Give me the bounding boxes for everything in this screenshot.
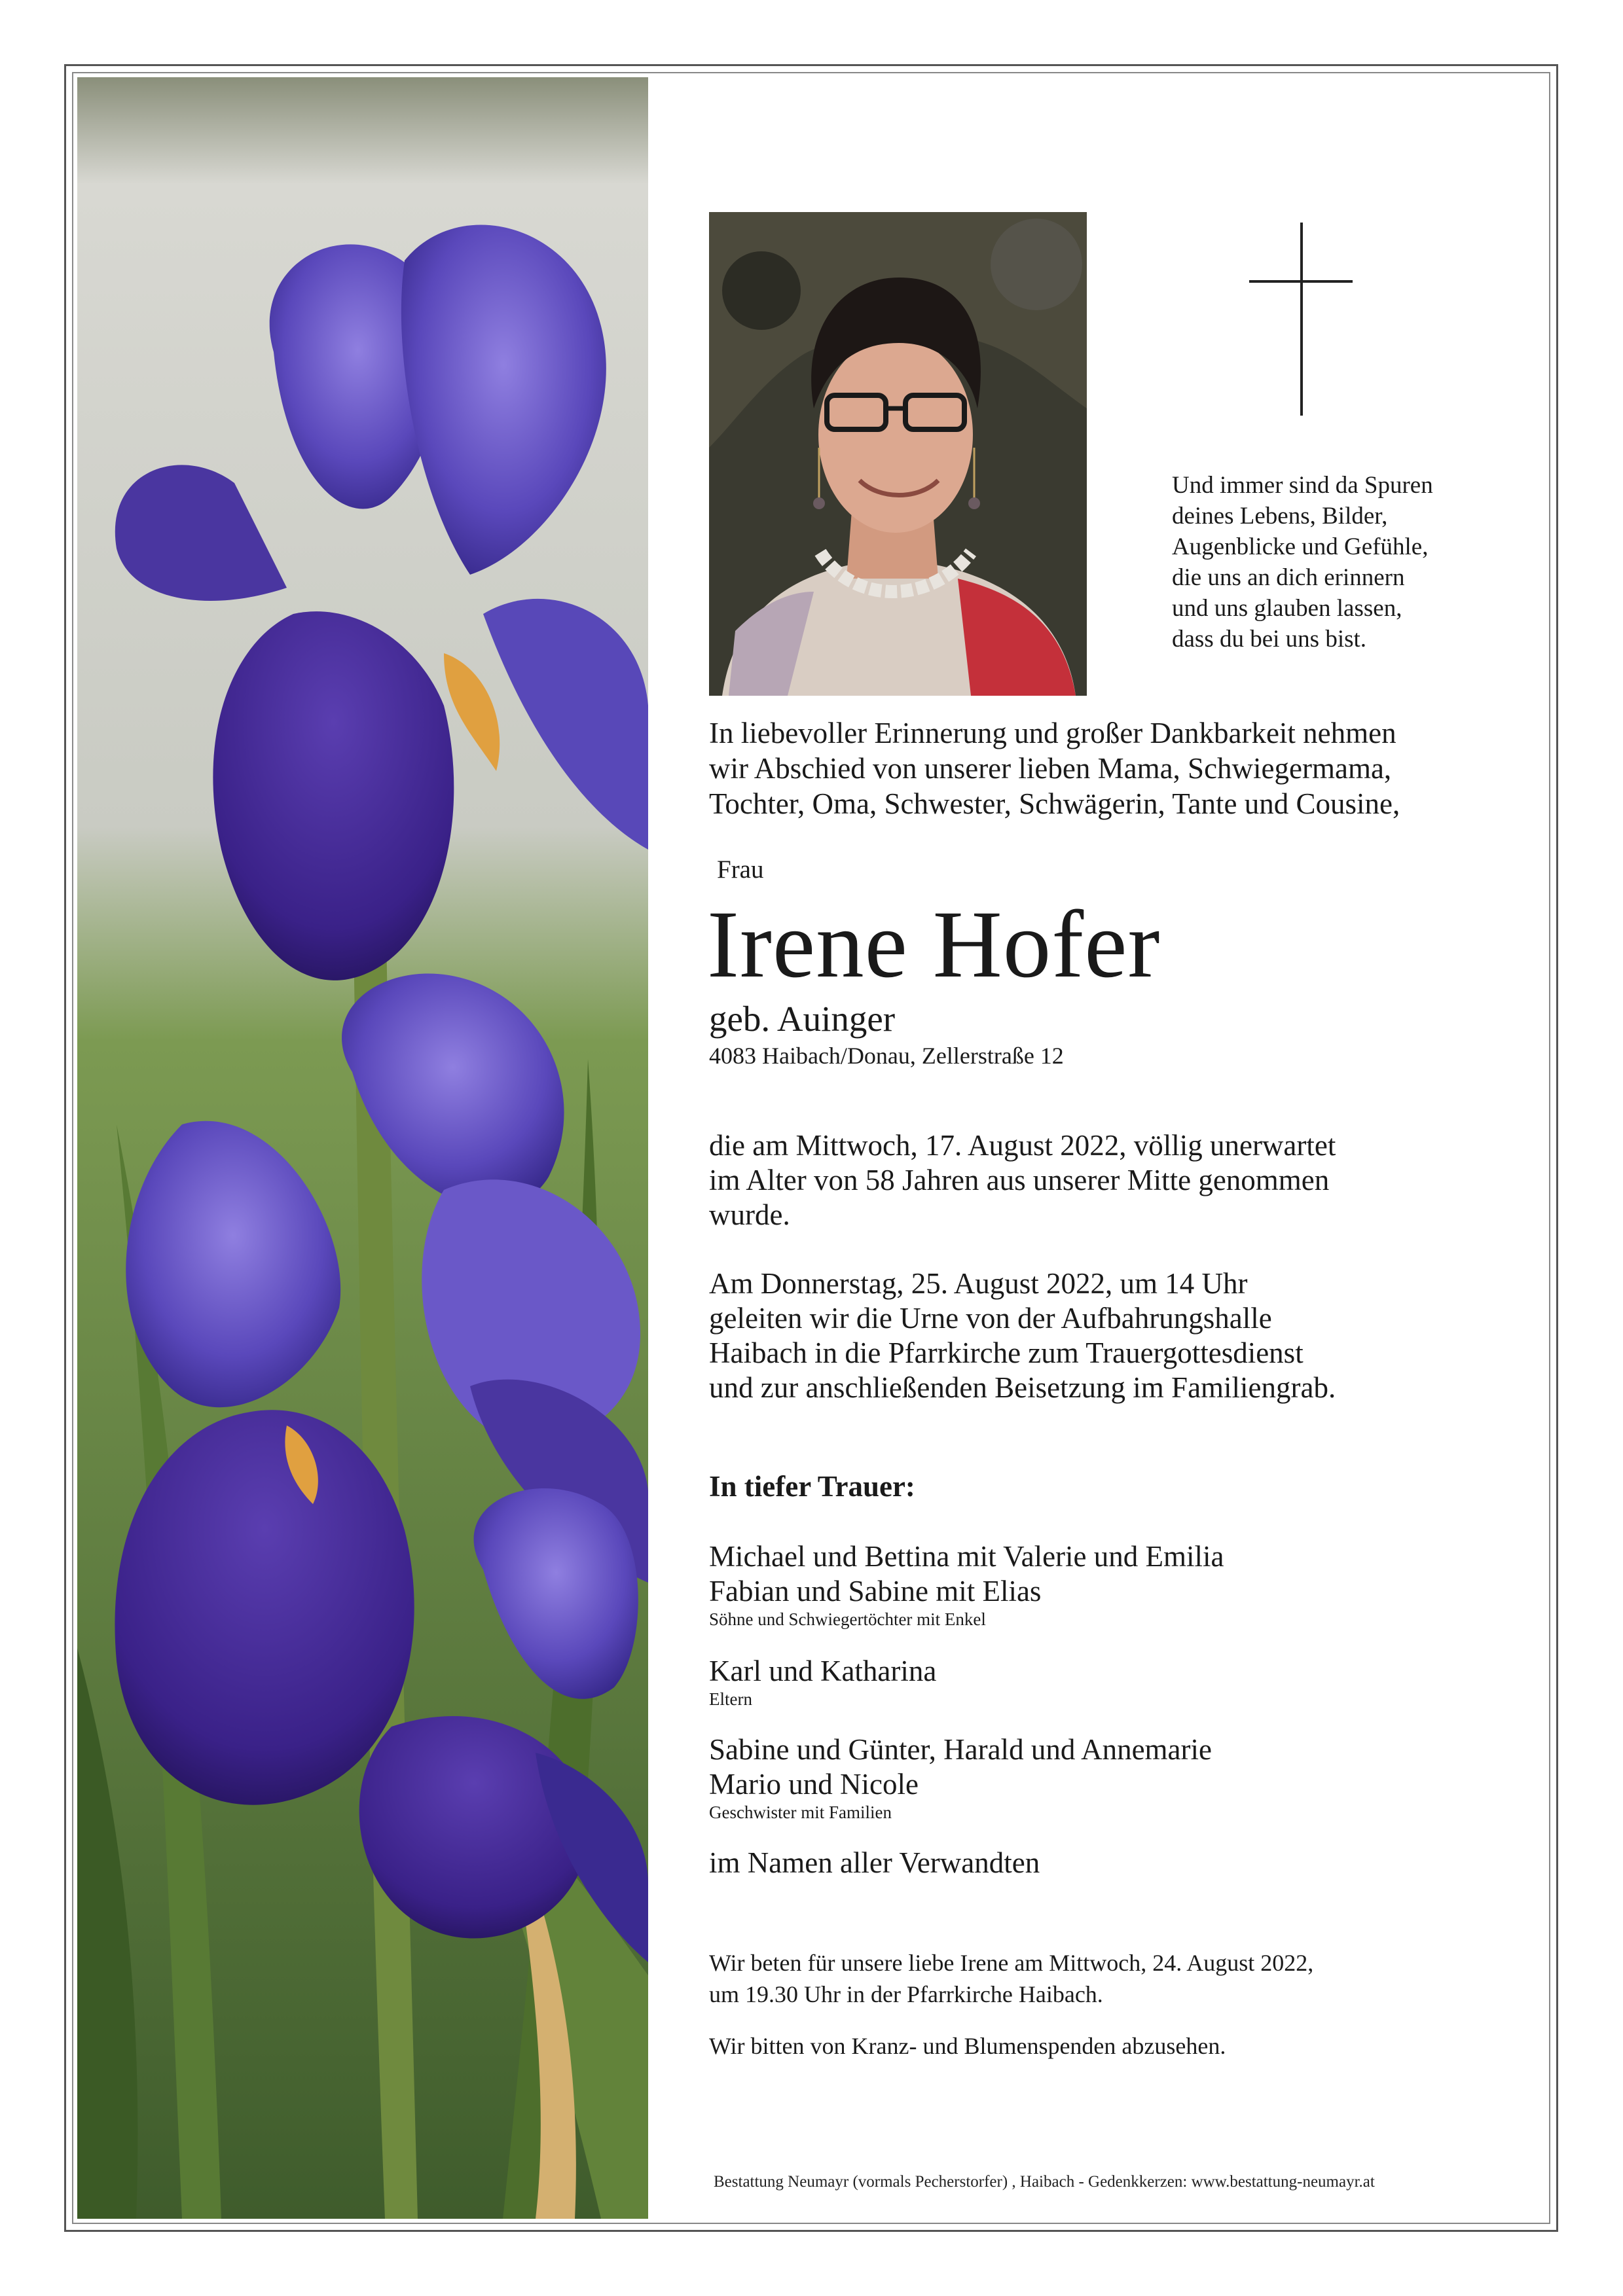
intro-text: [709, 715, 1495, 821]
mourner-group-siblings: [709, 1732, 1212, 1823]
poem-line: Augenblicke und Gefühle,: [1172, 533, 1429, 560]
maiden-name: geb. Auinger: [709, 999, 896, 1039]
address: 4083 Haibach/Donau, Zellerstraße 12: [709, 1043, 1064, 1069]
cross-icon: [1249, 223, 1354, 419]
funeral-line: Haibach in die Pfarrkirche zum Trauergottesdienst: [709, 1336, 1304, 1369]
flowers-note: Wir bitten von Kranz- und Blumenspenden abzusehen.: [709, 2033, 1226, 2059]
funeral-line: und zur anschließenden Beisetzung im Familiengrab.: [709, 1371, 1336, 1404]
intro-line: In liebevoller Erinnerung und großer Dankbarkeit nehmen: [709, 717, 1396, 749]
iris-flower-image: [77, 77, 648, 2219]
poem-line: die uns an dich erinnern: [1172, 564, 1405, 591]
poem-line: und uns glauben lassen,: [1172, 595, 1402, 622]
mourner-names: Sabine und Günter, Harald und Annemarie: [709, 1733, 1212, 1766]
prayer-notice: [709, 1947, 1313, 2010]
intro-line: wir Abschied von unserer lieben Mama, Schwiegermama,: [709, 752, 1392, 785]
prayer-line: um 19.30 Uhr in der Pfarrkirche Haibach.: [709, 1981, 1103, 2007]
poem: [1172, 470, 1525, 655]
mourner-group-parents: [709, 1654, 936, 1710]
mourner-names: Karl und Katharina: [709, 1655, 937, 1687]
death-notice: [709, 1128, 1508, 1232]
prayer-line: Wir beten für unsere liebe Irene am Mittwoch, 24. August 2022,: [709, 1950, 1314, 1976]
death-line: die am Mittwoch, 17. August 2022, völlig unerwartet: [709, 1129, 1336, 1162]
poem-line: dass du bei uns bist.: [1172, 626, 1367, 653]
death-line: im Alter von 58 Jahren aus unserer Mitte genommen: [709, 1164, 1330, 1196]
funeral-line: Am Donnerstag, 25. August 2022, um 14 Uhr: [709, 1267, 1248, 1300]
mourner-names: Mario und Nicole: [709, 1768, 919, 1801]
funeral-notice: [709, 1266, 1508, 1405]
mourner-relation: Eltern: [709, 1689, 752, 1709]
mourner-names: Michael und Bettina mit Valerie und Emilia: [709, 1540, 1224, 1573]
mourner-group-relatives: [709, 1846, 1040, 1880]
mourner-names: Fabian und Sabine mit Elias: [709, 1575, 1042, 1607]
poem-line: deines Lebens, Bilder,: [1172, 503, 1388, 529]
intro-line: Tochter, Oma, Schwester, Schwägerin, Tante und Cousine,: [709, 787, 1400, 820]
mourner-group-sons: [709, 1539, 1224, 1630]
mourner-names: im Namen aller Verwandten: [709, 1846, 1040, 1879]
footer-undertaker: Bestattung Neumayr (vormals Pecherstorfer) , Haibach - Gedenkkerzen: www.bestattung-neumayr.at: [714, 2173, 1375, 2191]
funeral-line: geleiten wir die Urne von der Aufbahrungshalle: [709, 1302, 1272, 1335]
salutation: Frau: [717, 855, 764, 884]
deceased-name: Irene Hofer: [707, 891, 1161, 997]
mourning-heading: In tiefer Trauer:: [709, 1470, 915, 1503]
portrait-photo: [709, 212, 1087, 696]
mourner-relation: Söhne und Schwiegertöchter mit Enkel: [709, 1609, 986, 1629]
mourner-relation: Geschwister mit Familien: [709, 1803, 892, 1822]
poem-line: Und immer sind da Spuren: [1172, 472, 1433, 499]
death-line: wurde.: [709, 1198, 790, 1231]
